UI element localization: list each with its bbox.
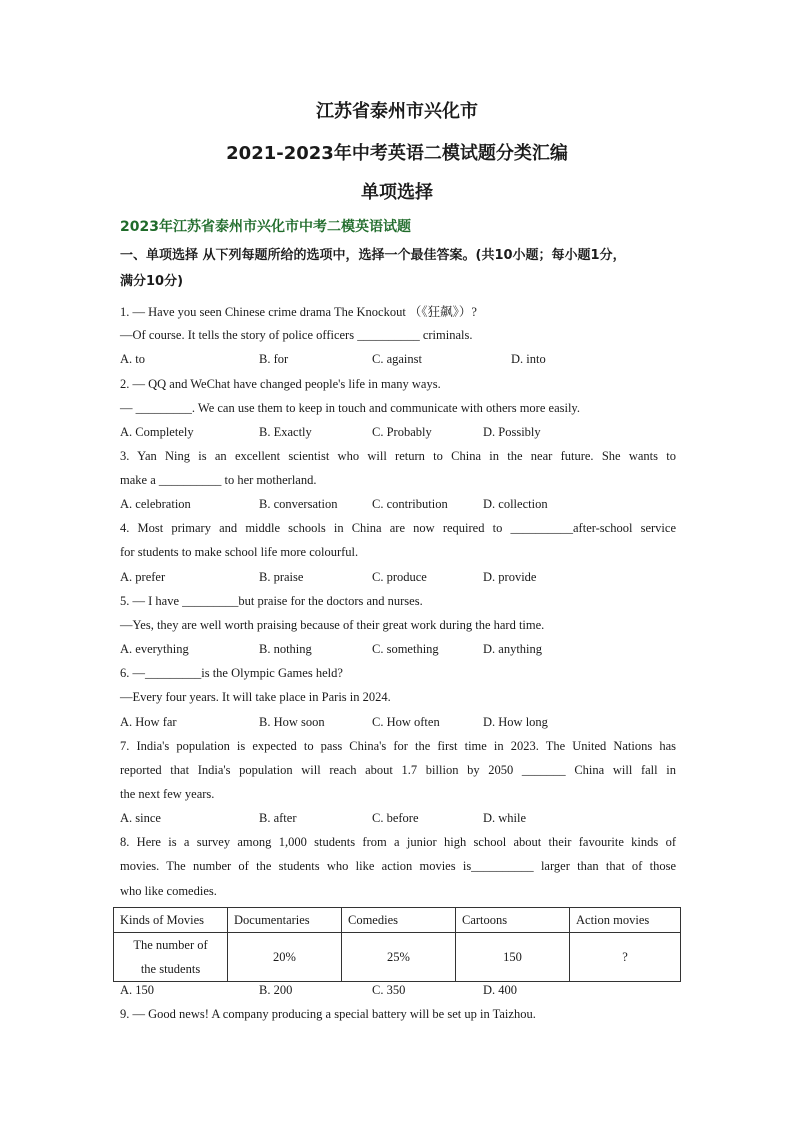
- question-4-line-1: 4. Most primary and middle schools in China are now required to __________after-school service: [120, 521, 676, 535]
- table-header-cell: Action movies: [570, 908, 681, 933]
- table-header-cell: Documentaries: [228, 908, 342, 933]
- option-b: B. Exactly: [259, 425, 312, 439]
- option-d: D. collection: [483, 497, 548, 511]
- document-title-topic: 单项选择: [361, 182, 433, 203]
- question-9-line-1: 9. — Good news! A company producing a special battery will be set up in Taizhou.: [120, 1007, 536, 1021]
- option-b: B. nothing: [259, 642, 312, 656]
- section-heading: 2023年江苏省泰州市兴化市中考二模英语试题: [120, 219, 411, 235]
- option-c: C. 350: [372, 983, 406, 997]
- option-a: A. celebration: [120, 497, 191, 511]
- table-cell: 150: [456, 933, 570, 982]
- option-a: A. prefer: [120, 570, 166, 584]
- table-header-row: [114, 908, 681, 933]
- question-7-line-1: 7. India's population is expected to pass China's for the first time in 2023. The United Nations has: [120, 739, 676, 753]
- option-d: D. Possibly: [483, 425, 541, 439]
- option-d: D. into: [511, 352, 546, 366]
- question-8-line-3: who like comedies.: [120, 884, 217, 898]
- question-4-line-2: for students to make school life more colourful.: [120, 545, 359, 559]
- option-a: A. 150: [120, 983, 155, 997]
- option-b: B. How soon: [259, 715, 325, 729]
- document-title-region: 江苏省泰州市兴化市: [316, 101, 478, 122]
- option-c: C. How often: [372, 715, 440, 729]
- table-cell: 20%: [228, 933, 342, 982]
- document-title-exam: 2021-2023年中考英语二模试题分类汇编: [226, 143, 568, 164]
- option-a: A. Completely: [120, 425, 194, 439]
- option-c: C. produce: [372, 570, 427, 584]
- option-b: B. 200: [259, 983, 293, 997]
- option-b: B. after: [259, 811, 297, 825]
- instructions-line-1: 一、单项选择 从下列每题所给的选项中，选择一个最佳答案。(共10小题；每小题1分，: [120, 248, 626, 263]
- table-row: [114, 933, 681, 982]
- question-2-line-2: — _________. We can use them to keep in touch and communicate with others more easily.: [120, 401, 580, 415]
- table-header-cell: Comedies: [342, 908, 456, 933]
- row-label-line-2: the students: [140, 962, 201, 976]
- option-c: C. something: [372, 642, 439, 656]
- question-1-line-1: 1. — Have you seen Chinese crime drama The Knockout （《狂飙》）?: [120, 305, 477, 319]
- question-6-line-2: —Every four years. It will take place in Paris in 2024.: [120, 690, 391, 704]
- question-7-line-3: the next few years.: [120, 787, 215, 801]
- option-b: B. conversation: [259, 497, 338, 511]
- option-d: D. provide: [483, 570, 537, 584]
- table-header-cell: Kinds of Movies: [114, 908, 228, 933]
- option-c: C. Probably: [372, 425, 432, 439]
- option-d: D. How long: [483, 715, 548, 729]
- option-b: B. for: [259, 352, 289, 366]
- question-3-line-1: 3. Yan Ning is an excellent scientist who will return to China in the near future. She wants to: [120, 449, 676, 463]
- option-d: D. anything: [483, 642, 543, 656]
- option-a: A. everything: [120, 642, 189, 656]
- option-b: B. praise: [259, 570, 304, 584]
- option-a: A. since: [120, 811, 161, 825]
- survey-table: [113, 907, 681, 982]
- question-7-line-2: reported that India's population will reach about 1.7 billion by 2050 _______ China will fall in: [120, 763, 676, 777]
- question-5-line-2: —Yes, they are well worth praising because of their great work during the hard time.: [120, 618, 545, 632]
- table-cell: ?: [570, 933, 681, 982]
- option-c: C. against: [372, 352, 422, 366]
- option-c: C. before: [372, 811, 419, 825]
- option-d: D. 400: [483, 983, 518, 997]
- question-2-line-1: 2. — QQ and WeChat have changed people's life in many ways.: [120, 377, 441, 391]
- option-d: D. while: [483, 811, 527, 825]
- option-c: C. contribution: [372, 497, 448, 511]
- row-label-line-1: The number of: [133, 938, 208, 952]
- question-8-line-1: 8. Here is a survey among 1,000 students from a junior high school about their favourite kinds of: [120, 835, 676, 849]
- option-a: A. How far: [120, 715, 177, 729]
- option-a: A. to: [120, 352, 145, 366]
- table-row-label: [114, 933, 228, 982]
- question-6-line-1: 6. —_________is the Olympic Games held?: [120, 666, 343, 680]
- question-1-line-2: —Of course. It tells the story of police officers __________ criminals.: [120, 328, 473, 342]
- question-3-line-2: make a __________ to her motherland.: [120, 473, 317, 487]
- question-8-line-2: movies. The number of the students who like action movies is__________ larger than that of those: [120, 859, 676, 873]
- question-5-line-1: 5. — I have _________but praise for the doctors and nurses.: [120, 594, 423, 608]
- table-header-cell: Cartoons: [456, 908, 570, 933]
- table-cell: 25%: [342, 933, 456, 982]
- instructions-line-2: 满分10分): [120, 274, 184, 289]
